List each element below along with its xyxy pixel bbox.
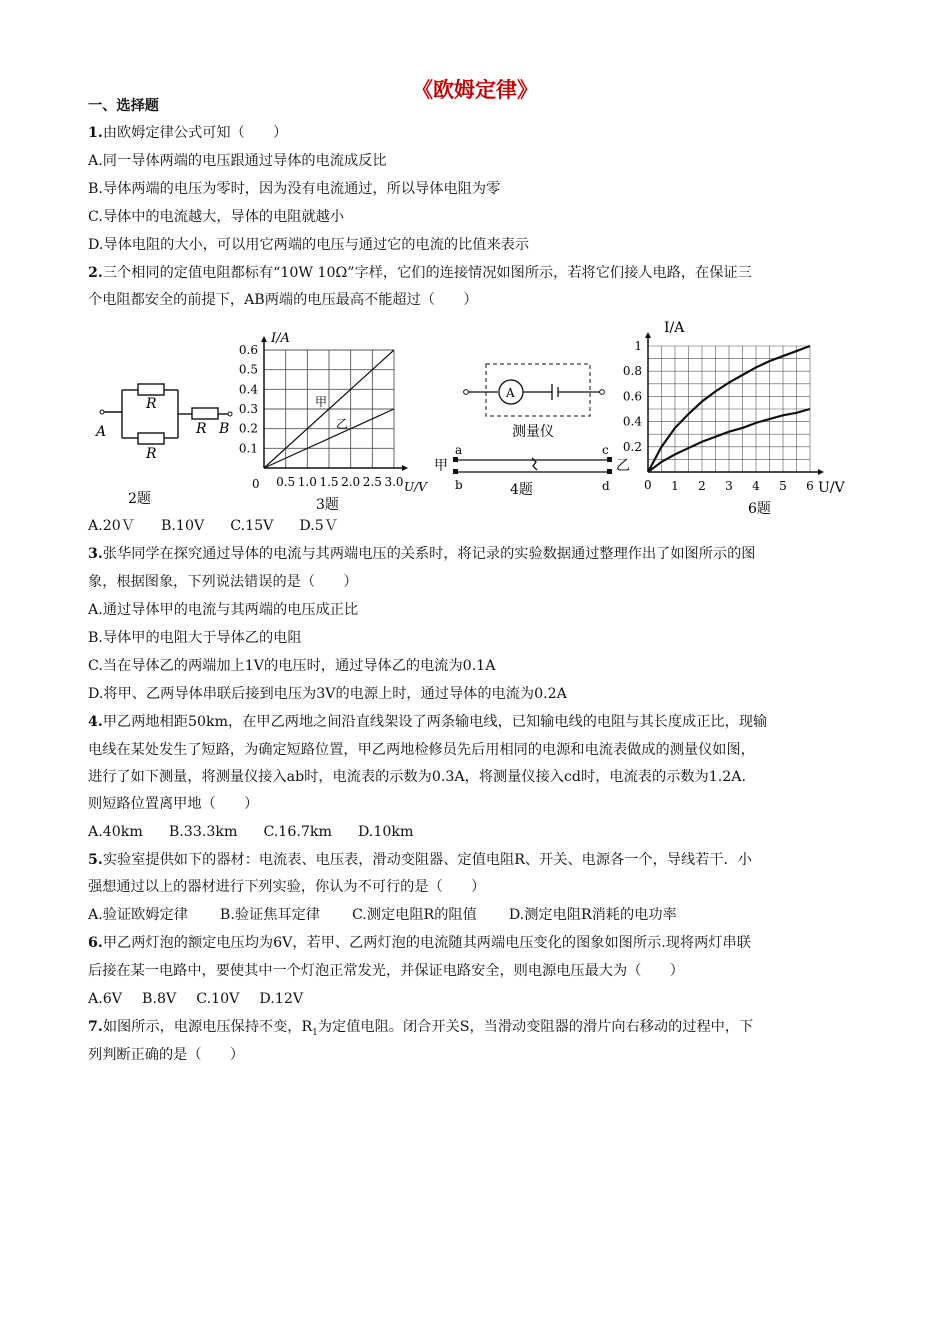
- q3-stem-text1: 张华同学在探究通过导体的电流与其两端电压的关系时，将记录的实验数据通过整理作出了如图所示的图: [102, 546, 756, 562]
- x-tick-label: 2: [698, 479, 706, 493]
- q5-option-b: B.验证焦耳定律: [219, 907, 320, 923]
- y-tick-label: 0.6: [238, 343, 258, 357]
- q2-option-a: A.20Ｖ: [88, 518, 135, 534]
- fig6-ylabel: I/A: [664, 320, 685, 336]
- q5-options: [88, 905, 703, 925]
- q4-stem-line3: 进行了如下测量，将测量仪接入ab时，电流表的示数为0.3A，将测量仪接入cd时，电流表的示数为1.2A.: [88, 769, 747, 785]
- fig4-label-b: b: [455, 478, 463, 492]
- q7-stem-line2: 列判断正确的是（ ）: [88, 1047, 245, 1063]
- x-tick-label: 3: [725, 479, 733, 493]
- q1-stem: [88, 123, 287, 143]
- page-title: 《欧姆定律》: [412, 77, 538, 102]
- q4-stem-line1: [88, 712, 767, 732]
- fig3-xlabel: U/V: [404, 480, 427, 494]
- q5-option-c: C.测定电阻R的阻值: [351, 907, 477, 923]
- fig4-label-a: a: [455, 443, 463, 457]
- y-tick-label: 0.4: [622, 414, 642, 429]
- y-tick-label: 0.8: [622, 364, 642, 379]
- x-tick-label: 0.5: [276, 475, 296, 489]
- q6-option-a: A.6V: [88, 991, 123, 1007]
- x-tick-label: 1: [671, 479, 679, 493]
- y-tick-label: 1: [634, 339, 642, 353]
- fig3-ylabel: I/A: [271, 331, 290, 346]
- q3-stem-line2: 象，根据图象，下列说法错误的是（ ）: [88, 574, 358, 590]
- q3-option-c: C.当在导体乙的两端加上1V的电压时，通过导体乙的电流为0.1A: [88, 658, 496, 674]
- x-tick-label: 2.5: [362, 475, 382, 489]
- y-tick-label: 0.6: [622, 389, 642, 404]
- q2-stem-line1: [88, 263, 752, 283]
- fig4-label-yi: 乙: [616, 458, 630, 474]
- q7-stem-text1a: 如图所示，电源电压保持不变，R: [102, 1019, 313, 1035]
- q7-stem-text1b: 为定值电阻。闭合开关S，当滑动变阻器的滑片向右移动的过程中，下: [317, 1019, 754, 1035]
- q3-option-b: B.导体甲的电阻大于导体乙的电阻: [88, 630, 302, 646]
- q4-options: [88, 822, 439, 842]
- y-tick-label: 0.1: [238, 441, 258, 456]
- q4-stem-text1: 甲乙两地相距50km，在甲乙两地之间沿直线架设了两条输电线，已知输电线的电阻与其长度成正比，现输: [102, 714, 768, 730]
- fig6-origin: 0: [644, 478, 652, 492]
- q1-option-b: B.导体两端的电压为零时，因为没有电流通过，所以导体电阻为零: [88, 181, 501, 197]
- y-axis-arrow: [645, 332, 651, 338]
- y-tick-label: 0.3: [238, 402, 258, 416]
- x-tick-label: 6: [806, 479, 814, 493]
- q5-number: 5.: [88, 852, 103, 868]
- q2-option-d: D.5Ｖ: [299, 518, 339, 534]
- fig2-circuit: [92, 370, 242, 510]
- fig2-label-a: A: [96, 424, 107, 440]
- fig3-origin: 0: [252, 477, 260, 491]
- x-tick-label: 4: [752, 479, 760, 493]
- q4-option-a: A.40km: [88, 824, 143, 840]
- q3-stem-line1: [88, 544, 755, 564]
- x-tick-label: 5: [779, 479, 787, 493]
- x-tick-label: 1.5: [319, 475, 339, 489]
- q2-stem-text1: 三个相同的定值电阻都标有“10W 10Ω”字样，它们的连接情况如图所示，若将它们接人电路，在保证三: [102, 265, 752, 281]
- fig4-ammeter-label: A: [506, 386, 515, 400]
- q5-option-a: A.验证欧姆定律: [88, 907, 188, 923]
- y-tick-label: 0.4: [238, 382, 258, 397]
- fig6-xlabel: U/V: [818, 480, 845, 496]
- fig2-label-b: B: [219, 421, 230, 437]
- fig2-caption: 2题: [128, 491, 151, 507]
- fig6-axes: [645, 332, 824, 475]
- q6-options: [88, 989, 329, 1009]
- fig4-label-c: c: [602, 443, 609, 457]
- q6-number: 6.: [88, 935, 103, 951]
- q5-stem-line1: [88, 850, 752, 870]
- fig4-caption: 4题: [510, 482, 533, 498]
- fig6-grid: [648, 346, 810, 472]
- fig2-label-r-right: R: [196, 421, 207, 437]
- x-tick-label: 3.0: [384, 475, 404, 489]
- q3-option-d: D.将甲、乙两导体串联后接到电压为3V的电源上时，通过导体的电流为0.2A: [88, 686, 567, 702]
- q7-stem-line1: [88, 1017, 753, 1043]
- q7-number: 7.: [88, 1019, 103, 1035]
- q7-subscript: 1: [312, 1027, 318, 1038]
- fig3-series-label-yi: 乙: [336, 417, 349, 431]
- q6-stem-line1: [88, 933, 751, 953]
- x-tick-label: 1.0: [297, 475, 317, 489]
- fig4-meter-label: 测量仪: [512, 424, 554, 440]
- x-axis-arrow: [402, 465, 408, 471]
- q2-options: [88, 516, 364, 536]
- fig4-label-d: d: [602, 479, 610, 493]
- q1-stem-text: 由欧姆定律公式可知（ ）: [102, 125, 288, 141]
- q4-number: 4.: [88, 714, 103, 730]
- q4-option-c: C.16.7km: [263, 824, 332, 840]
- fig4-label-jia: 甲: [434, 458, 448, 474]
- x-axis-arrow: [818, 469, 824, 475]
- fig3-caption: 3题: [316, 497, 339, 513]
- fig4-meter-box: [486, 364, 590, 416]
- y-tick-label: 0.2: [238, 421, 258, 436]
- q4-option-d: D.10km: [357, 824, 414, 840]
- q4-stem-line2: 电线在某处发生了短路，为确定短路位置，甲乙两地检修员先后用相同的电源和电流表做成的测量仪如图，: [88, 742, 755, 758]
- q3-number: 3.: [88, 546, 103, 562]
- q5-stem-text1: 实验室提供如下的器材：电流表、电压表，滑动变阻器、定值电阻R、开关、电源各一个，导线若干．小: [102, 852, 752, 868]
- q6-option-b: B.8V: [142, 991, 177, 1007]
- fig2-label-r-top: R: [146, 396, 157, 412]
- fig3-series-label-jia: 甲: [315, 395, 328, 409]
- q1-option-c: C.导体中的电流越大，导体的电阻就越小: [88, 209, 345, 225]
- q1-number: 1.: [88, 125, 103, 141]
- q1-option-a: A.同一导体两端的电压跟通过导体的电流成反比: [88, 153, 387, 169]
- q2-stem-line2: 个电阻都安全的前提下，AB两端的电压最高不能超过（ ）: [88, 292, 478, 308]
- section-heading: 一、选择题: [88, 98, 159, 114]
- y-tick-label: 0.2: [622, 439, 642, 454]
- fig3-chart: [236, 326, 436, 518]
- y-tick-label: 0.5: [238, 362, 258, 377]
- q2-number: 2.: [88, 265, 103, 281]
- fig2-label-r-bottom: R: [146, 446, 157, 462]
- q6-stem-line2: 后接在某一电路中，要使其中一个灯泡正常发光，并保证电路安全，则电源电压最大为（ ）: [88, 963, 684, 979]
- q5-option-d: D.测定电阻R消耗的电功率: [508, 907, 677, 923]
- y-axis-arrow: [261, 336, 267, 342]
- fig6-caption: 6题: [748, 501, 771, 517]
- fig4-diagram: [432, 358, 632, 508]
- q4-stem-line4: 则短路位置离甲地（ ）: [88, 796, 259, 812]
- x-tick-label: 2.0: [341, 475, 361, 489]
- fig6-chart: [622, 316, 854, 522]
- q2-option-c: C.15V: [230, 518, 274, 534]
- q2-option-b: B.10V: [161, 518, 205, 534]
- q6-stem-text1: 甲乙两灯泡的额定电压均为6V，若甲、乙两灯泡的电流随其两端电压变化的图象如图所示.现将两灯串联: [102, 935, 751, 951]
- q3-option-a: A.通过导体甲的电流与其两端的电压成正比: [88, 602, 359, 618]
- q5-stem-line2: 强想通过以上的器材进行下列实验，你认为不可行的是（ ）: [88, 879, 486, 895]
- q1-option-d: D.导体电阻的大小，可以用它两端的电压与通过它的电流的比值来表示: [88, 237, 530, 253]
- q4-option-b: B.33.3km: [168, 824, 238, 840]
- q6-option-c: C.10V: [196, 991, 240, 1007]
- q6-option-d: D.12V: [259, 991, 304, 1007]
